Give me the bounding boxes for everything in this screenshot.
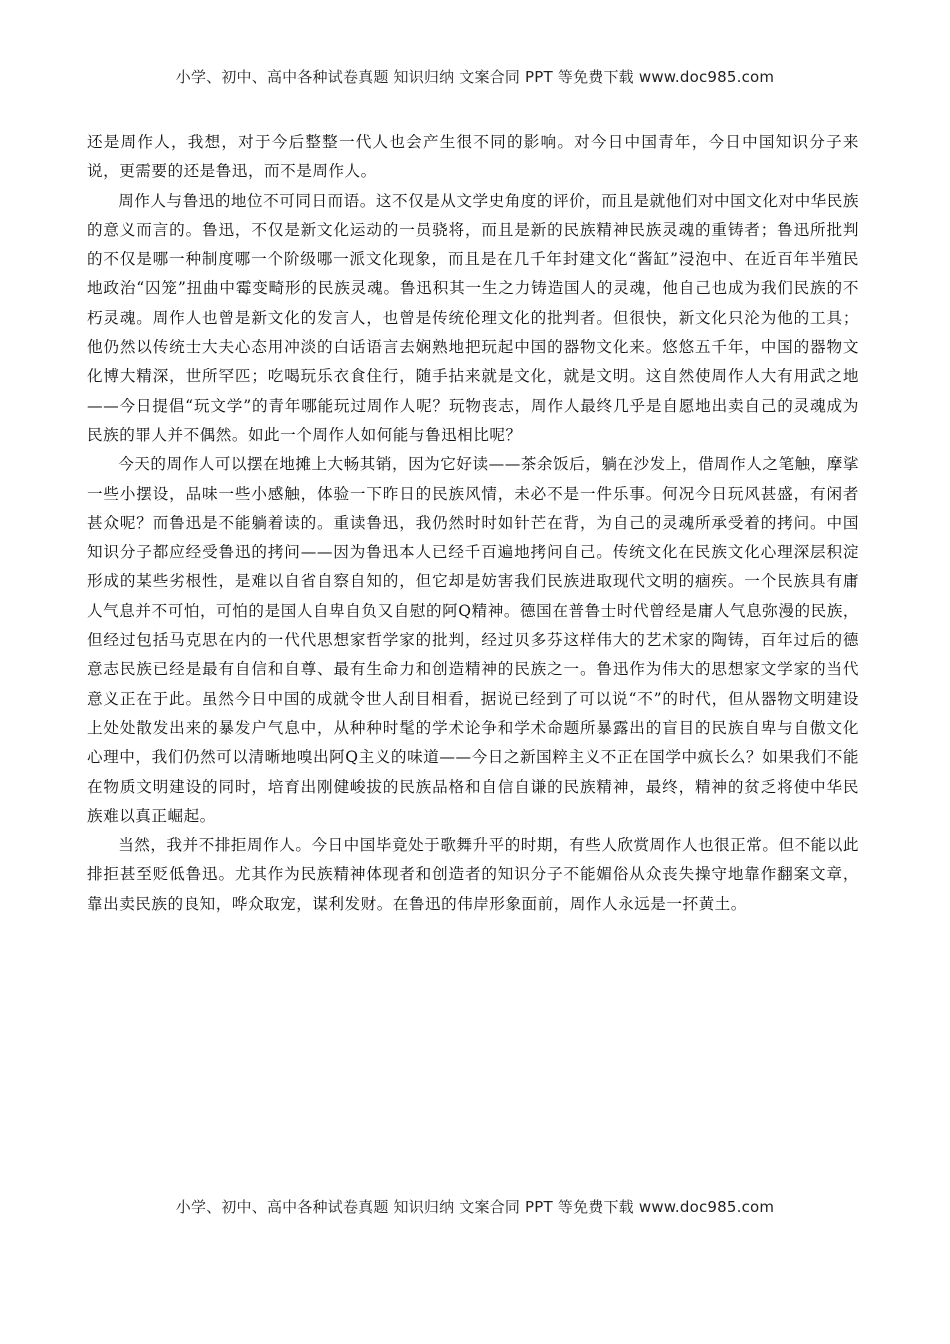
page-header — [0, 66, 950, 87]
footer-text: 小学、初中、高中各种试卷真题 知识归纳 文案合同 PPT 等免费下载 www.doc985.com — [175, 1198, 775, 1216]
paragraph-4: 当然，我并不排拒周作人。今日中国毕竟处于歌舞升平的时期，有些人欣赏周作人也很正常。但不能以此排拒甚至贬低鲁迅。尤其作为民族精神体现者和创造者的知识分子不能媚俗从众丧失操守地靠作翻案文章，靠出卖民族的良知，哗众取宠，谋利发财。在鲁迅的伟岸形象面前，周作人永远是一抔黄土。 — [87, 836, 859, 913]
paragraph-3: 今天的周作人可以摆在地摊上大畅其销，因为它好读——茶余饭后，躺在沙发上，借周作人之笔触，摩挲一些小摆设，品味一些小感触，体验一下昨日的民族风情，未必不是一件乐事。何况今日玩风甚盛，有闲者甚众呢？而鲁迅是不能躺着读的。重读鲁迅，我仍然时时如针芒在背，为自己的灵魂所承受着的拷问。中国知识分子都应经受鲁迅的拷问——因为鲁迅本人已经千百遍地拷问自己。传统文化在民族文化心理深层积淀形成的某些劣根性，是难以自省自察自知的，但它却是妨害我们民族进取现代文明的痼疾。一个民族具有庸人气息并不可怕，可怕的是国人自卑自负又自慰的阿Q精神。德国在普鲁士时代曾经是庸人气息弥漫的民族，但经过包括马克思在内的一代代思想家哲学家的批判，经过贝多芬这样伟大的艺术家的陶铸，百年过后的德意志民族已经是最有自信和自尊、最有生命力和创造精神的民族之一。鲁迅作为伟大的思想家文学家的当代意义正在于此。虽然今日中国的成就令世人刮目相看，据说已经到了可以说“不”的时代，但从器物文明建设上处处散发出来的暴发户气息中，从种种时髦的学术论争和学术命题所暴露出的盲目的民族自卑与自傲文化心理中，我们仍然可以清晰地嗅出阿Q主义的味道——今日之新国粹主义不正在国学中疯长么？如果我们不能在物质文明建设的同时，培育出刚健峻拔的民族品格和自信自谦的民族精神，最终，精神的贫乏将使中华民族难以真正崛起。 — [87, 455, 859, 825]
article-body — [87, 128, 859, 919]
paragraph-2: 周作人与鲁迅的地位不可同日而语。这不仅是从文学史角度的评价，而且是就他们对中国文化对中华民族的意义而言的。鲁迅，不仅是新文化运动的一员骁将，而且是新的民族精神民族灵魂的重铸者；鲁迅所批判的不仅是哪一种制度哪一个阶级哪一派文化现象，而且是在几千年封建文化“酱缸”浸泡中、在近百年半殖民地政治“囚笼”扭曲中霉变畸形的民族灵魂。鲁迅积其一生之力铸造国人的灵魂，他自己也成为我们民族的不朽灵魂。周作人也曾是新文化的发言人，也曾是传统伦理文化的批判者。但很快，新文化只沦为他的工具；他仍然以传统士大夫心态用冲淡的白话语言去娴熟地把玩起中国的器物文化来。悠悠五千年，中国的器物文化博大精深，世所罕匹；吃喝玩乐衣食住行，随手拈来就是文化，就是文明。这自然使周作人大有用武之地——今日提倡“玩文学”的青年哪能玩过周作人呢？玩物丧志，周作人最终几乎是自愿地出卖自己的灵魂成为民族的罪人并不偶然。如此一个周作人如何能与鲁迅相比呢？ — [87, 191, 859, 444]
header-text: 小学、初中、高中各种试卷真题 知识归纳 文案合同 PPT 等免费下载 www.doc985.com — [175, 68, 775, 86]
page-footer — [0, 1196, 950, 1217]
paragraph-1: 还是周作人，我想，对于今后整整一代人也会产生很不同的影响。对今日中国青年，今日中国知识分子来说，更需要的还是鲁迅，而不是周作人。 — [87, 133, 859, 181]
